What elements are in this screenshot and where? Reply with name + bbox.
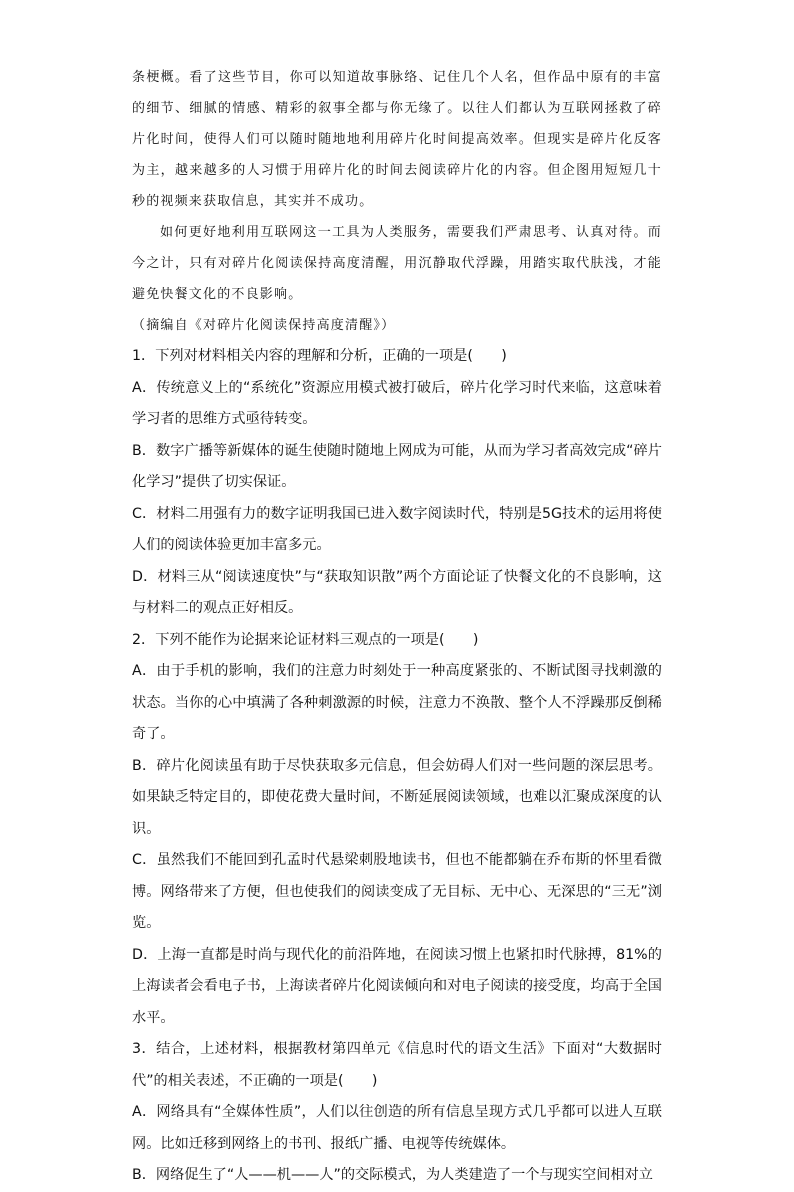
option-b: B．数字广播等新媒体的诞生使随时随地上网成为可能，从而为学习者高效完成“碎片化学习”提供了切实保证。 (132, 442, 662, 490)
question-stem: 3．结合，上述材料，根据教材第四单元《信息时代的语文生活》下面对“大数据时代”的相关表述，不正确的一项是( ) (132, 1041, 662, 1089)
option-d: D．材料三从“阅读速度快”与“获取知识散”两个方面论证了快餐文化的不良影响，这与材料二的观点正好相反。 (132, 568, 662, 616)
passage-paragraph-1: 条梗概。看了这些节目，你可以知道故事脉络、记住几个人名，但作品中原有的丰富的细节、细腻的情感、精彩的叙事全都与你无缘了。以往人们都认为互联网拯救了碎片化时间，使得人们可以随时随地地利用碎片化时间提高效率。但现实是碎片化反客为主，越来越多的人习惯于用碎片化的时间去阅读碎片化的内容。但企图用短短几十秒的视频来获取信息，其实并不成功。 (132, 70, 662, 209)
option-a: A．由于手机的影响，我们的注意力时刻处于一种高度紧张的、不断试图寻找刺激的状态。当你的心中填满了各种刺激源的时候，注意力不涣散、整个人不浮躁那反倒稀奇了。 (132, 663, 662, 742)
option-a: A．网络具有“全媒体性质”，人们以往创造的所有信息呈现方式几乎都可以进人互联网。比如迁移到网络上的书刊、报纸广播、电视等传统媒体。 (132, 1104, 662, 1152)
option-c: C．虽然我们不能回到孔孟时代悬梁刺股地读书，但也不能都躺在乔布斯的怀里看微博。网络带来了方便，但也使我们的阅读变成了无目标、无中心、无深思的“三无”浏览。 (132, 852, 662, 931)
passage-paragraph-2: 如何更好地利用互联网这一工具为人类服务，需要我们严肃思考、认真对待。而今之计，只有对碎片化阅读保持高度清醒，用沉静取代浮躁，用踏实取代肤浅，才能避免快餐文化的不良影响。 (132, 225, 662, 302)
option-b: B．碎片化阅读虽有助于尽快获取多元信息，但会妨碍人们对一些问题的深层思考。如果缺乏特定目的，即使花费大量时间，不断延展阅读领域，也难以汇聚成深度的认识。 (132, 757, 662, 837)
question-1 (132, 341, 662, 625)
passage-source: （摘编自《对碎片化阅读保持高度清醒》） (132, 318, 396, 333)
question-3 (132, 1034, 662, 1192)
question-stem: 2．下列不能作为论据来论证材料三观点的一项是( ) (132, 631, 479, 648)
question-stem: 1．下列对材料相关内容的理解和分析，正确的一项是( ) (132, 348, 507, 364)
question-section (132, 341, 662, 1192)
option-d: D．上海一直都是时尚与现代化的前沿阵地，在阅读习惯上也紧扣时代脉搏，81%的上海读者会看电子书，上海读者碎片化阅读倾向和对电子阅读的接受度，均高于全国水平。 (132, 946, 662, 1026)
option-c: C．材料二用强有力的数字证明我国已进入数字阅读时代，特别是5G技术的运用将使人们的阅读体验更加丰富多元。 (132, 505, 662, 553)
option-a: A．传统意义上的“系统化”资源应用模式被打破后，碎片化学习时代来临，这意味着学习者的思维方式亟待转变。 (132, 379, 662, 427)
option-b: B．网络促生了“人——机——人”的交际模式，为人类建造了一个与现实空间相对立 (132, 1167, 653, 1183)
reading-passage (132, 62, 662, 341)
question-2 (132, 625, 662, 1035)
